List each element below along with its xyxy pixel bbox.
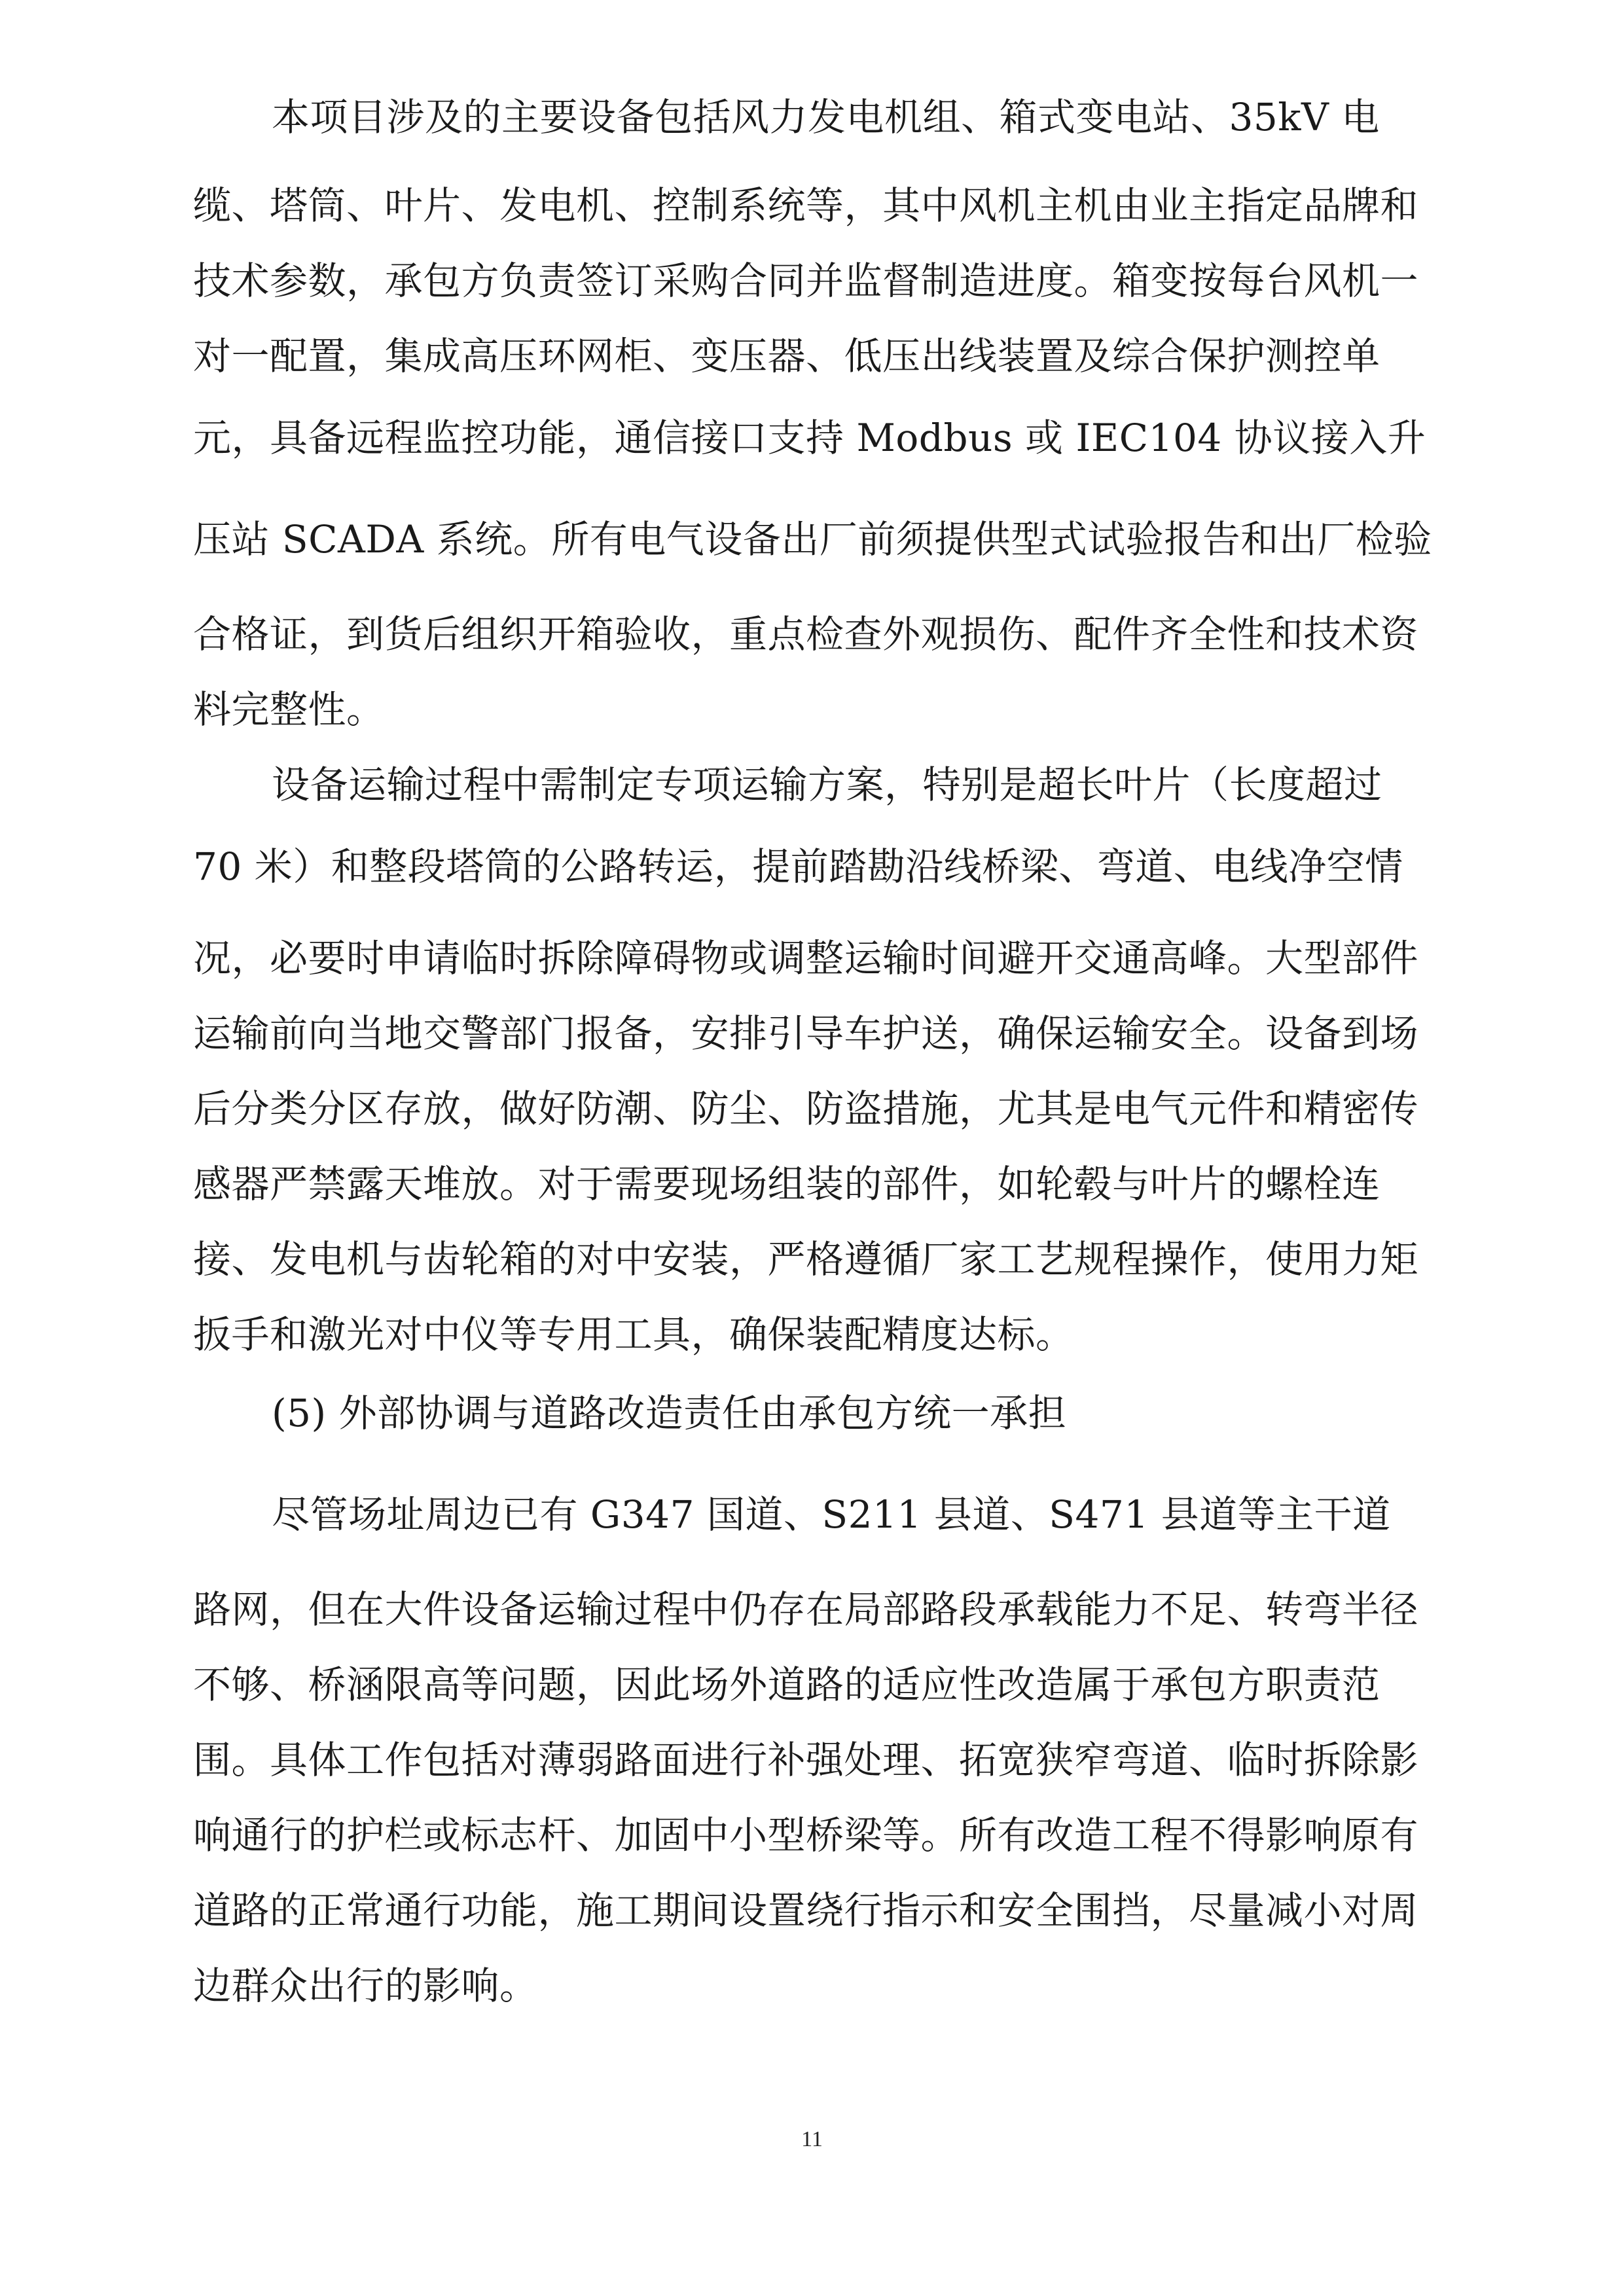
paragraph-3-line-5: 响通行的护栏或标志杆、加固中小型桥梁等。所有改造工程不得影响原有 — [193, 1813, 1419, 1857]
paragraph-3-line-2: 路网，但在大件设备运输过程中仍存在局部路段承载能力不足、转弯半径 — [193, 1587, 1419, 1632]
paragraph-2-line-6: 感器严禁露天堆放。对于需要现场组装的部件，如轮毂与叶片的螺栓连 — [193, 1162, 1380, 1206]
paragraph-2-line-5: 后分类分区存放，做好防潮、防尘、防盗措施，尤其是电气元件和精密传 — [193, 1086, 1419, 1131]
paragraph-1-line-1: 本项目涉及的主要设备包括风力发电机组、箱式变电站、35kV 电 — [272, 95, 1380, 139]
paragraph-2-line-3: 况，必要时申请临时拆除障碍物或调整运输时间避开交通高峰。大型部件 — [193, 936, 1419, 980]
paragraph-1-line-5: 元，具备远程监控功能，通信接口支持 Modbus 或 IEC104 协议接入升 — [193, 416, 1426, 460]
paragraph-2-line-8: 扳手和激光对中仪等专用工具，确保装配精度达标。 — [193, 1312, 1074, 1357]
paragraph-1-line-4: 对一配置，集成高压环网柜、变压器、低压出线装置及综合保护测控单 — [193, 334, 1380, 378]
paragraph-2-line-4: 运输前向当地交警部门报备，安排引导车护送，确保运输安全。设备到场 — [193, 1011, 1419, 1056]
paragraph-3-line-1: 尽管场址周边已有 G347 国道、S211 县道、S471 县道等主干道 — [272, 1492, 1391, 1537]
paragraph-3-line-6: 道路的正常通行功能，施工期间设置绕行指示和安全围挡，尽量减小对周 — [193, 1888, 1419, 1933]
section-heading-5: (5) 外部协调与道路改造责任由承包方统一承担 — [272, 1391, 1067, 1435]
paragraph-1-line-2: 缆、塔筒、叶片、发电机、控制系统等，其中风机主机由业主指定品牌和 — [193, 183, 1419, 228]
paragraph-1-line-3: 技术参数，承包方负责签订采购合同并监督制造进度。箱变按每台风机一 — [193, 259, 1419, 303]
paragraph-1-line-8: 料完整性。 — [193, 687, 385, 732]
paragraph-3-line-3: 不够、桥涵限高等问题，因此场外道路的适应性改造属于承包方职责范 — [193, 1662, 1380, 1707]
paragraph-3-line-7: 边群众出行的影响。 — [193, 1964, 538, 2008]
page-number: 11 — [801, 2127, 823, 2151]
paragraph-3-line-4: 围。具体工作包括对薄弱路面进行补强处理、拓宽狭窄弯道、临时拆除影 — [193, 1738, 1419, 1782]
paragraph-2-line-2: 70 米）和整段塔筒的公路转运，提前踏勘沿线桥梁、弯道、电线净空情 — [193, 844, 1403, 889]
paragraph-1-line-7: 合格证，到货后组织开箱验收，重点检查外观损伤、配件齐全性和技术资 — [193, 612, 1419, 656]
paragraph-2-line-7: 接、发电机与齿轮箱的对中安装，严格遵循厂家工艺规程操作，使用力矩 — [193, 1237, 1419, 1282]
paragraph-2-line-1: 设备运输过程中需制定专项运输方案，特别是超长叶片（长度超过 — [272, 762, 1382, 807]
paragraph-1-line-6: 压站 SCADA 系统。所有电气设备出厂前须提供型式试验报告和出厂检验 — [193, 517, 1432, 562]
